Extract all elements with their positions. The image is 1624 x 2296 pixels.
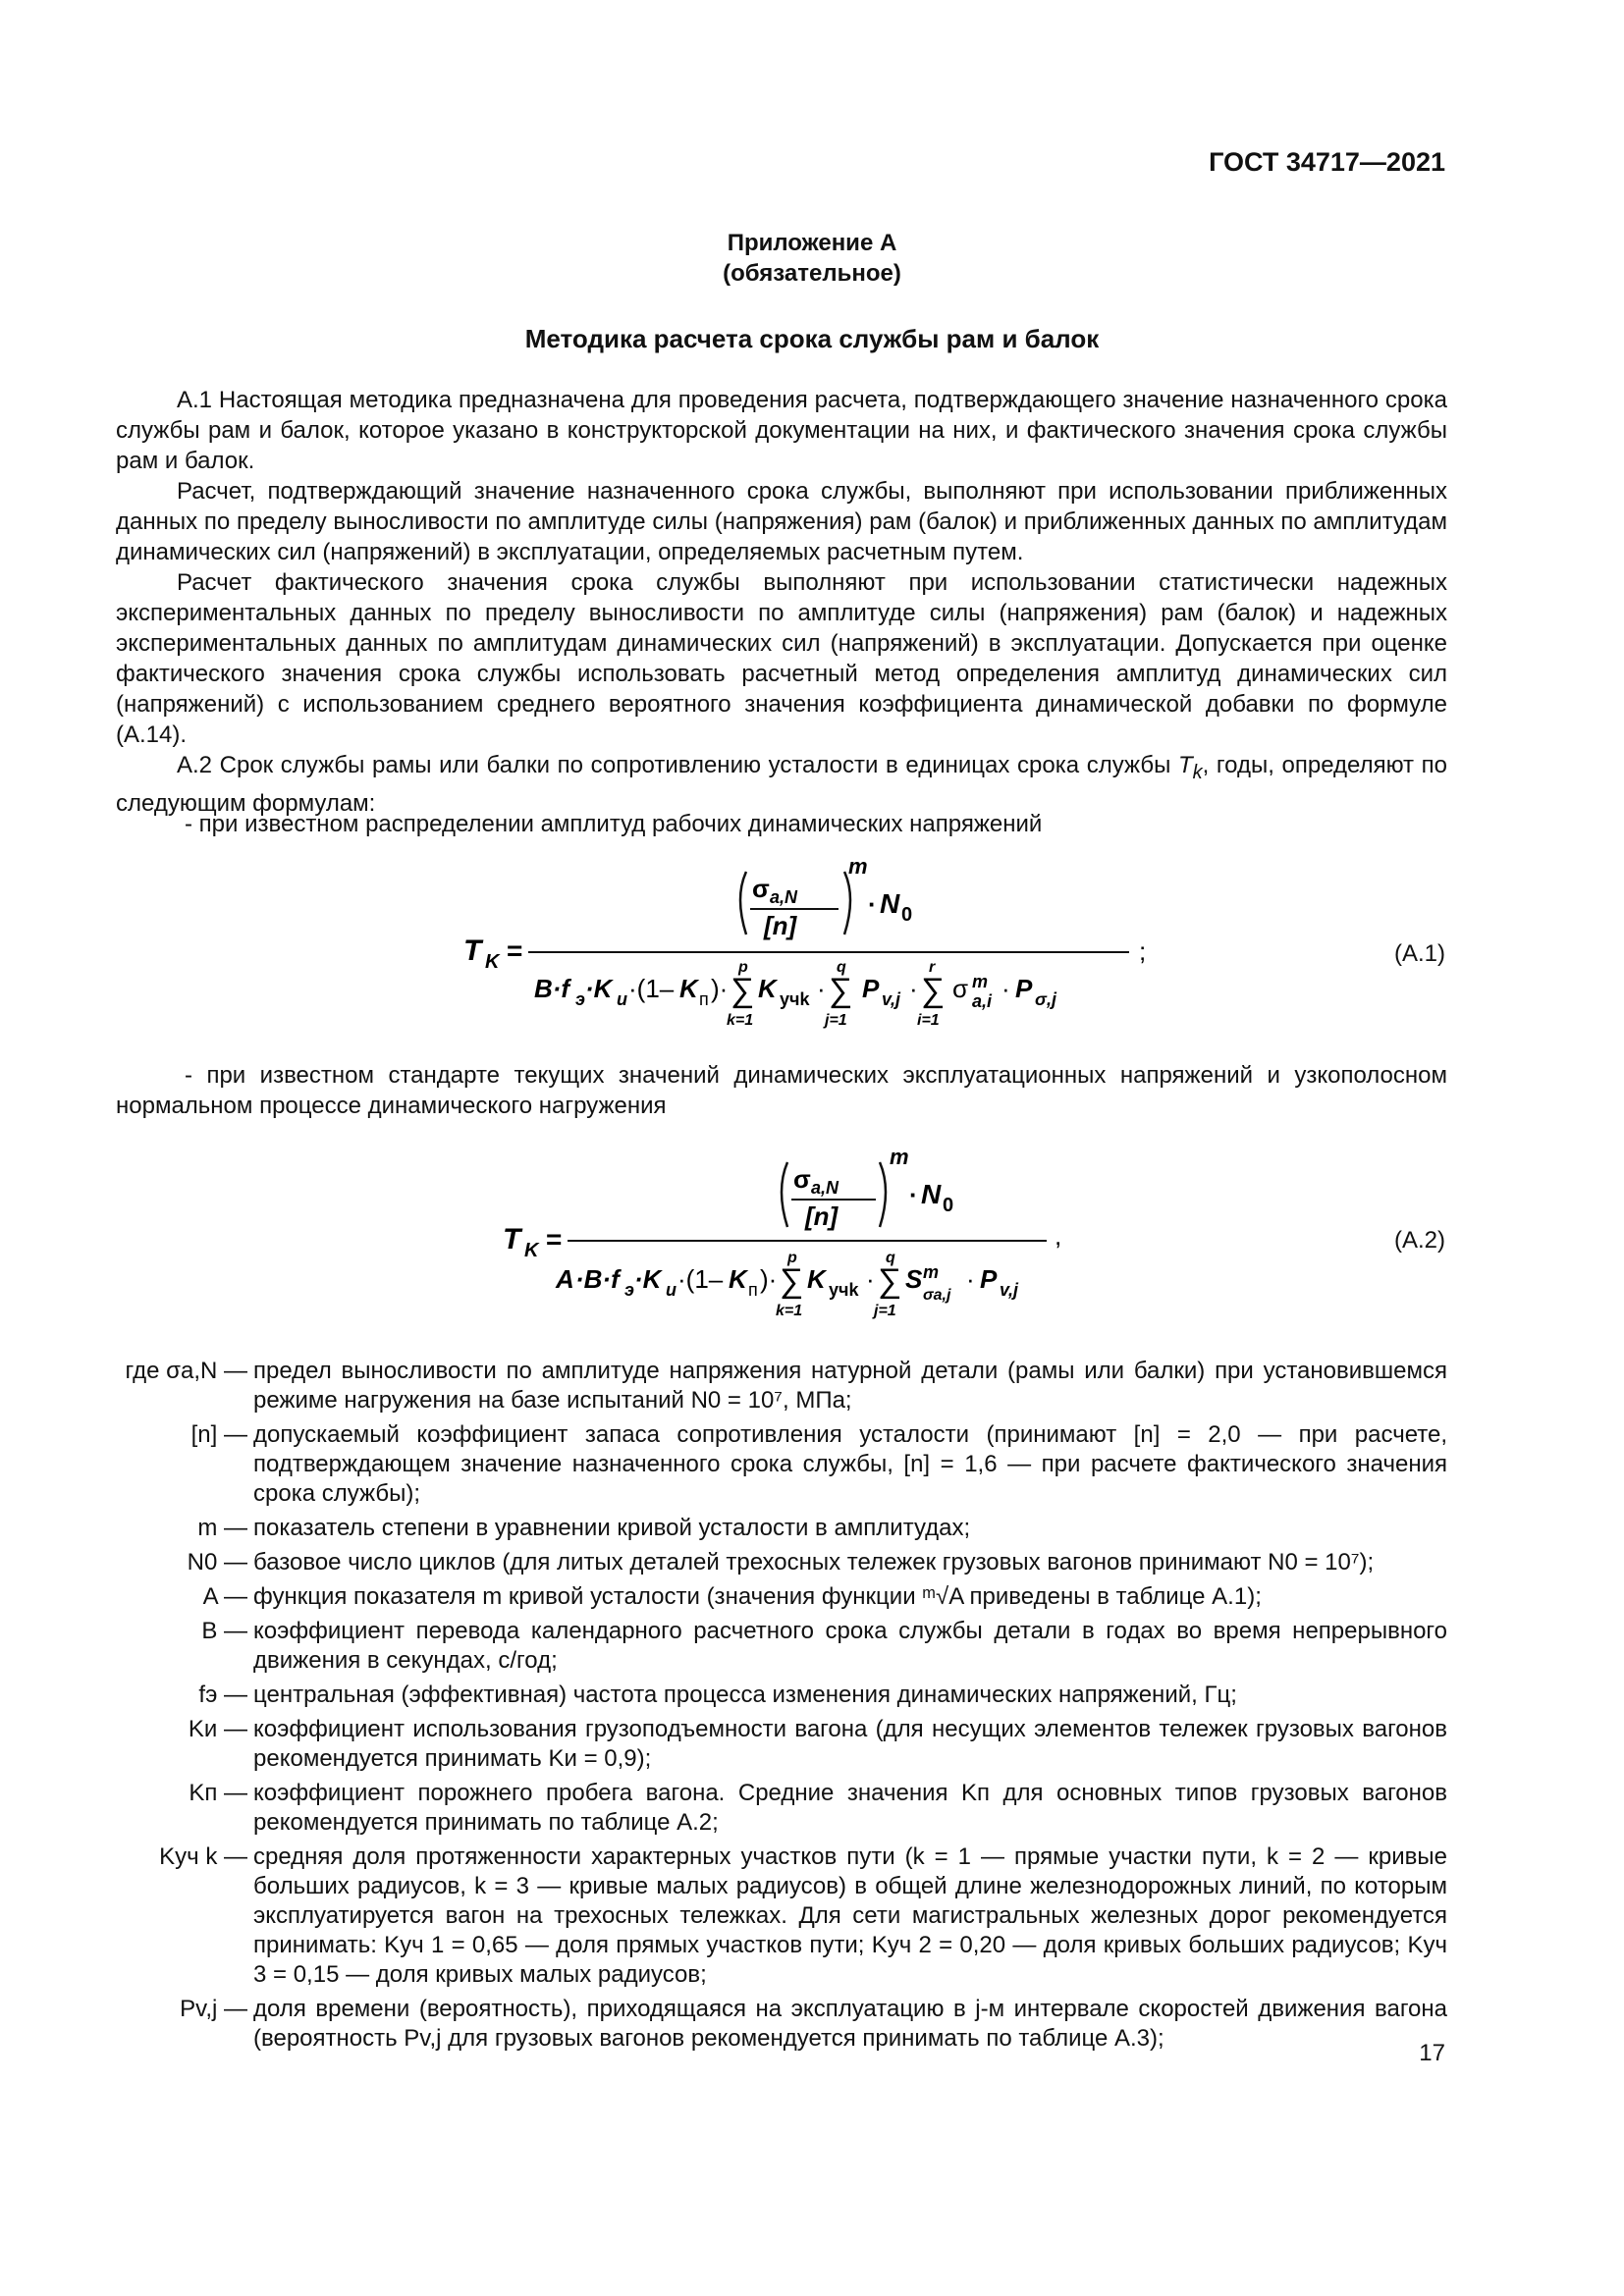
- svg-text:a,N: a,N: [770, 887, 798, 907]
- svg-text:·B·f: ·B·f: [575, 1264, 620, 1294]
- symbols-legend: [116, 1357, 1447, 2058]
- svg-text:·: ·: [866, 1264, 875, 1294]
- svg-text:k=1: k=1: [727, 1012, 754, 1029]
- svg-text:P: P: [1015, 974, 1033, 1003]
- svg-text:∑: ∑: [921, 972, 946, 1009]
- svg-text:·: ·: [966, 1264, 975, 1294]
- svg-text:q: q: [886, 1250, 895, 1266]
- svg-text:0: 0: [901, 904, 913, 926]
- svg-text:σ: σ: [793, 1164, 811, 1194]
- legend-item: fэ — центральная (эффективная) частота процесса изменения динамических напряжений, Гц;: [198, 1682, 1237, 1708]
- svg-text:K: K: [729, 1264, 747, 1294]
- svg-text:a,i: a,i: [972, 991, 993, 1011]
- svg-text:N: N: [921, 1179, 942, 1209]
- svg-text:P: P: [980, 1264, 998, 1294]
- svg-text:п: п: [748, 1280, 758, 1300]
- svg-text:K: K: [524, 1240, 539, 1261]
- svg-text:σ,j: σ,j: [1035, 989, 1056, 1009]
- svg-text:∑: ∑: [780, 1262, 804, 1300]
- svg-text:v,j: v,j: [882, 989, 901, 1009]
- appendix-status: (обязательное): [723, 260, 901, 287]
- legend-item: A — функция показателя m кривой усталости (значения функции ᵐ√A приведены в таблице А.1);: [202, 1583, 1262, 1610]
- svg-text:э: э: [624, 1280, 634, 1300]
- svg-text:·: ·: [1001, 974, 1010, 1003]
- svg-text:)·: )·: [711, 974, 729, 1003]
- formula-a2: [491, 1147, 1119, 1333]
- legend-item: Kп — коэффициент порожнего пробега вагона. Средние значения Kп для основных типов грузовых вагонов рекомендуется принимать по таблице А.2;: [189, 1780, 1447, 1836]
- svg-text:v,j: v,j: [1000, 1280, 1019, 1300]
- legend-item: B — коэффициент перевода календарного расчетного срока службы детали в годах во время непрерывного движения в секундах, с/год;: [201, 1618, 1447, 1674]
- svg-text:p: p: [787, 1250, 797, 1266]
- svg-text:0: 0: [943, 1195, 954, 1216]
- svg-text:K: K: [758, 974, 777, 1003]
- svg-text:m: m: [923, 1262, 940, 1282]
- paragraph: А.1 Настоящая методика предназначена для проведения расчета, подтверждающего значение назначенного срока службы рам и балок, которое указано в конструкторской документации на них, и фактического значения срока службы рам и балок.: [116, 387, 1447, 474]
- svg-text:·K: ·K: [585, 974, 613, 1003]
- intro-paragraphs: [116, 385, 1447, 819]
- svg-text:T: T: [503, 1223, 521, 1255]
- svg-text:учk: учk: [780, 989, 810, 1009]
- svg-text:j=1: j=1: [874, 1303, 896, 1319]
- case-1-text: - при известном распределении амплитуд рабочих динамических напряжений: [185, 811, 1043, 837]
- svg-text:[n]: [n]: [764, 911, 797, 940]
- page-number: 17: [1419, 2040, 1445, 2066]
- svg-text:·: ·: [817, 974, 826, 1003]
- paragraph: Расчет, подтверждающий значение назначенного срока службы, выполняют при использовании приближенных данных по пределу выносливости по амплитуде силы (напряжения) рам (балок) и приближенных данных по амплитудам динамических сил (напряжений) в эксплуатации, определяемых расчетным путем.: [116, 478, 1447, 565]
- svg-text:q: q: [837, 959, 846, 976]
- svg-text:m: m: [848, 854, 868, 879]
- legend-item: где σa,N — предел выносливости по амплитуде напряжения натурной детали (рамы или балки) при установившемся режиме нагружения на базе испытаний N0 = 10⁷, МПа;: [125, 1358, 1447, 1414]
- svg-text:[n]: [n]: [805, 1201, 839, 1231]
- svg-text:r: r: [929, 959, 936, 976]
- svg-text:k=1: k=1: [776, 1303, 803, 1319]
- svg-text:a,N: a,N: [811, 1178, 839, 1198]
- svg-text:·K: ·K: [634, 1264, 662, 1294]
- legend-item: Kуч k — средняя доля протяженности характерных участков пути (k = 1 — прямые участки пути, k = 2 — кривые больших радиусов, k = 3 — кривые малых радиусов) в общей длине железнодорожных линий, по которым эксплуатируется вагон на трехосных тележках. Для сети магистральных железных дорог рекомендуется принимать: Kуч 1 = 0,65 — доля прямых участков пути; Kуч 2 = 0,20 — доля кривых больших радиусов; Kуч 3 = 0,15 — доля кривых малых радиусов;: [159, 1843, 1447, 1988]
- svg-text:K: K: [485, 951, 500, 973]
- formula-number-a1: (А.1): [1393, 940, 1445, 967]
- svg-text:·(1–: ·(1–: [677, 1264, 724, 1294]
- legend-item: N0 — базовое число циклов (для литых деталей трехосных тележек грузовых вагонов принимают N0 = 10⁷);: [187, 1549, 1375, 1575]
- svg-text:∑: ∑: [731, 972, 755, 1009]
- svg-text:A: A: [556, 1264, 574, 1294]
- appendix-title: Приложение А: [727, 230, 897, 256]
- svg-text:j=1: j=1: [825, 1012, 847, 1029]
- svg-text:∑: ∑: [829, 972, 853, 1009]
- svg-text:m: m: [972, 972, 989, 991]
- svg-text:учk: учk: [829, 1280, 859, 1300]
- paragraph: Расчет фактического значения срока службы выполняют при использовании статистически надежных экспериментальных данных по пределу выносливости по амплитуде силы (напряжения) рам (балок) и надежных экспериментальных данных по амплитудам динамических сил (напряжений) в эксплуатации. Допускается при оценке фактического значения срока службы использовать расчетный метод определения амплитуд динамических сил (напряжений) с использованием среднего вероятного значения коэффициента динамической добавки по формуле (А.14).: [116, 569, 1447, 748]
- svg-text:·: ·: [909, 974, 918, 1003]
- legend-item: [n] — допускаемый коэффициент запаса сопротивления усталости (принимают [n] = 2,0 — при расчете, подтверждающем значение назначенного срока службы, [n] = 1,6 — при расчете фактического значения срока службы);: [190, 1421, 1447, 1507]
- section-title: Методика расчета срока службы рам и балок: [524, 324, 1100, 353]
- svg-text:п: п: [699, 989, 709, 1009]
- formula-number-a2: (А.2): [1393, 1227, 1445, 1254]
- svg-text:N: N: [880, 888, 900, 919]
- svg-text:K: K: [679, 974, 698, 1003]
- legend-item: m — показатель степени в уравнении кривой усталости в амплитудах;: [197, 1515, 971, 1541]
- svg-text:и: и: [617, 989, 627, 1009]
- case-2-text: - при известном стандарте текущих значений динамических эксплуатационных напряжений и узкополосном нормальном процессе динамического нагружения: [116, 1062, 1447, 1119]
- svg-text:S: S: [905, 1264, 923, 1294]
- paragraph-a2: А.2 Срок службы рамы или балки по сопротивлению усталости в единицах срока службы $T_k$, годы, определяют по следующим формулам:: [116, 752, 1447, 817]
- svg-text:P: P: [862, 974, 880, 1003]
- svg-text:B·f: B·f: [534, 974, 570, 1003]
- standard-number: ГОСТ 34717—2021: [1209, 147, 1445, 177]
- svg-text:э: э: [575, 989, 585, 1009]
- svg-text:и: и: [666, 1280, 677, 1300]
- svg-text:)·: )·: [760, 1264, 778, 1294]
- svg-text:i=1: i=1: [917, 1012, 940, 1029]
- svg-text:,: ,: [1055, 1221, 1062, 1251]
- svg-text:∑: ∑: [878, 1262, 902, 1300]
- svg-text:;: ;: [1139, 936, 1147, 966]
- svg-text:σa,j: σa,j: [923, 1287, 951, 1304]
- appendix-heading: [0, 228, 1624, 289]
- formula-a1: [452, 852, 1159, 1048]
- f1-lhs: T: [463, 934, 482, 967]
- svg-text:·: ·: [868, 889, 877, 919]
- svg-text:=: =: [546, 1224, 563, 1255]
- legend-item: Pv,j — доля времени (вероятность), приходящаяся на эксплуатацию в j-м интервале скоростей движения вагона (вероятность Pv,j для грузовых вагонов рекомендуется принимать по таблице А.3);: [180, 1996, 1447, 2052]
- legend-item: Kи — коэффициент использования грузоподъемности вагона (для несущих элементов тележек грузовых вагонов рекомендуется принимать Kи = 0,9);: [188, 1716, 1447, 1772]
- svg-text:·: ·: [909, 1180, 918, 1209]
- svg-text:σ: σ: [752, 874, 770, 903]
- svg-text:σ: σ: [952, 974, 969, 1003]
- svg-text:·(1–: ·(1–: [628, 974, 675, 1003]
- svg-text:K: K: [807, 1264, 826, 1294]
- svg-text:m: m: [890, 1147, 909, 1169]
- svg-text:=: =: [507, 935, 523, 966]
- svg-text:p: p: [738, 959, 748, 976]
